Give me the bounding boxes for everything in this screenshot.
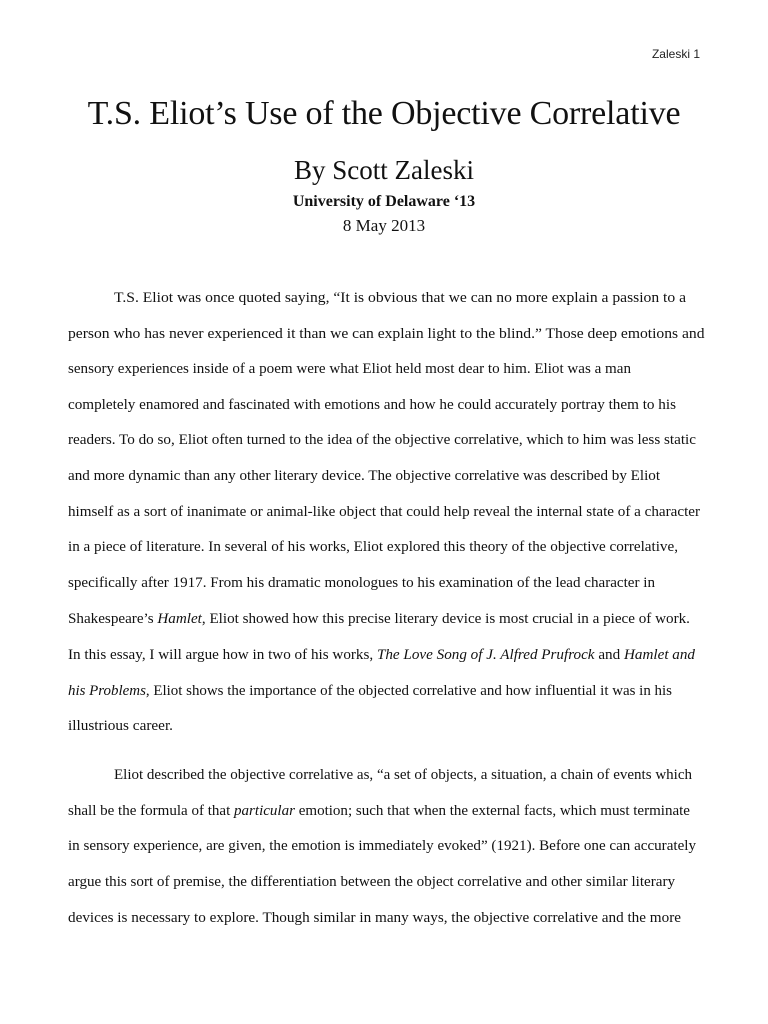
hamlet-problems-title-part-2: his Problems <box>68 683 146 699</box>
paragraph-2-line-4: argue this sort of premise, the differentiation between the object correlative and other similar literary <box>68 874 676 890</box>
running-head: Zaleski 1 <box>651 47 700 61</box>
paragraph-2-line-5: devices is necessary to explore. Though similar in many ways, the objective correlative and the more <box>68 910 681 926</box>
paragraph-1-line-11: In this essay, I will argue how in two of his works, The Love Song of J. Alfred Prufrock and Hamlet and <box>68 647 696 663</box>
paragraph-1-line-12: his Problems, Eliot shows the importance of the objected correlative and how influential it was in his <box>68 683 672 699</box>
paragraph-1-line-5: readers. To do so, Eliot often turned to the idea of the objective correlative, which to him was less static <box>68 432 696 448</box>
paragraph-2-line-3: in sensory experience, are given, the emotion is immediately evoked” (1921). Before one can accurately <box>68 838 696 854</box>
paragraph-1-line-2: person who has never experienced it than we can explain light to the blind.” Those deep emotions and <box>68 326 705 342</box>
paragraph-1-line-8: in a piece of literature. In several of his works, Eliot explored this theory of the objective correlative, <box>68 539 678 555</box>
essay-title: T.S. Eliot’s Use of the Objective Correlative <box>87 95 681 132</box>
prufrock-title: The Love Song of J. Alfred Prufrock <box>376 647 595 663</box>
paragraph-1-line-7: himself as a sort of inanimate or animal-like object that could help reveal the internal state of a character <box>68 504 701 520</box>
paragraph-2-line-2: shall be the formula of that particular emotion; such that when the external facts, which must terminate <box>68 803 690 819</box>
paragraph-1-line-6: and more dynamic than any other literary device. The objective correlative was described by Eliot <box>68 468 661 484</box>
particular-emphasis: particular <box>234 803 295 819</box>
paragraph-1-line-1: T.S. Eliot was once quoted saying, “It is obvious that we can no more explain a passion to a <box>114 290 687 306</box>
hamlet-problems-title-part-1: Hamlet and <box>623 647 696 663</box>
paragraph-1-line-13: illustrious career. <box>68 718 173 734</box>
paragraph-2-line-1: Eliot described the objective correlative as, “a set of objects, a situation, a chain of events which <box>114 767 693 783</box>
author-byline: By Scott Zaleski <box>294 155 474 185</box>
hamlet-title: Hamlet <box>157 611 202 627</box>
paragraph-1-line-10: Shakespeare’s Hamlet, Eliot showed how this precise literary device is most crucial in a piece of work. <box>68 611 690 627</box>
author-affiliation: University of Delaware ‘13 <box>292 193 476 210</box>
paragraph-1-line-9: specifically after 1917. From his dramatic monologues to his examination of the lead character in <box>68 575 655 591</box>
paragraph-1-line-4: completely enamored and fascinated with emotions and how he could accurately portray them to his <box>68 397 676 413</box>
paragraph-1-line-3: sensory experiences inside of a poem were what Eliot held most dear to him. Eliot was a man <box>68 361 631 377</box>
essay-date: 8 May 2013 <box>342 216 426 235</box>
